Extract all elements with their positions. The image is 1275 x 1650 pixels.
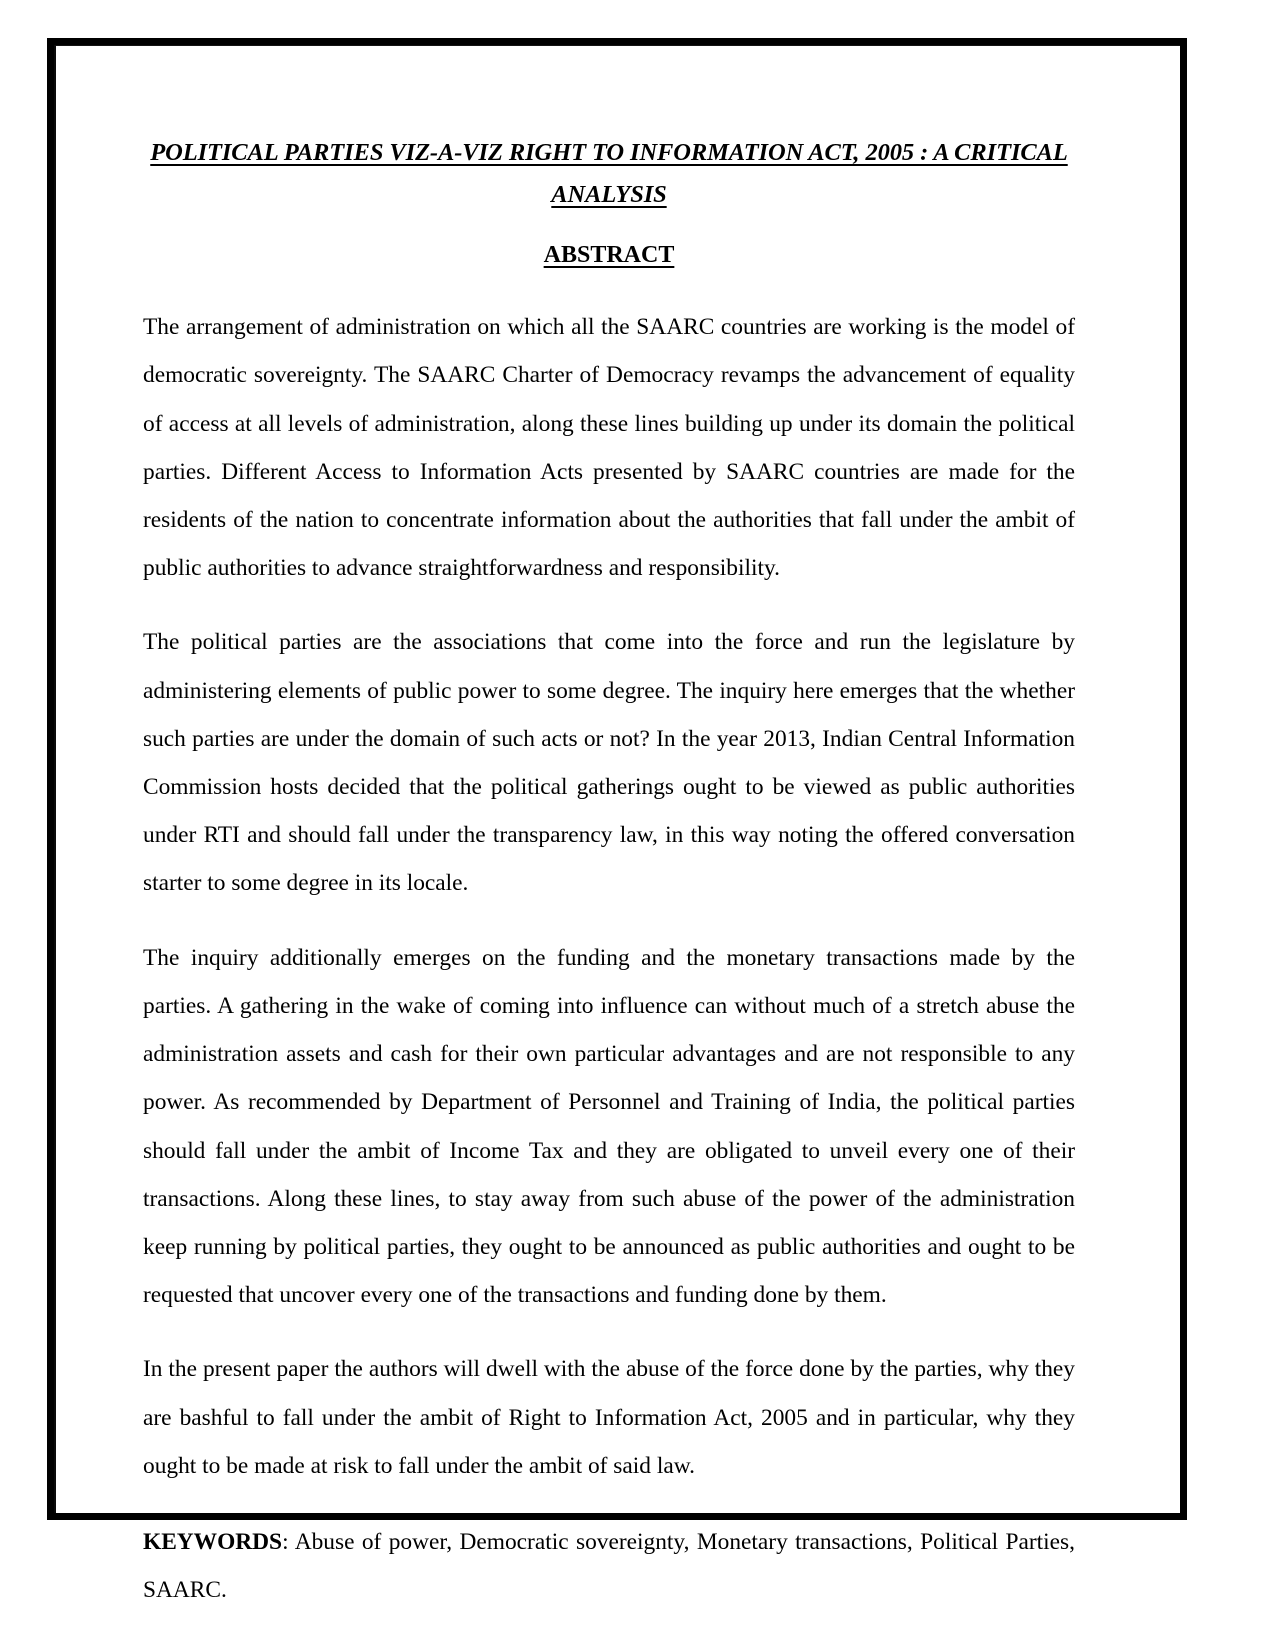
keywords-separator: :	[282, 1528, 295, 1555]
abstract-paragraph-1: The arrangement of administration on which all the SAARC countries are working is the model of democratic sovereignty. The SAARC Charter of Democracy revamps the advancement of equality of access at all levels of administration, along these lines building up under its domain the political parties. Different Access to Information Acts presented by SAARC countries are made for the residents of the nation to concentrate information about the authorities that fall under the ambit of public authorities to advance straightforwardness and responsibility.	[143, 314, 1075, 582]
abstract-paragraph-3: The inquiry additionally emerges on the funding and the monetary transactions made by the parties. A gathering in the wake of coming into influence can without much of a stretch abuse the administration assets and cash for their own particular advantages and are not responsible to any power. As recommended by Department of Personnel and Training of India, the political parties should fall under the ambit of Income Tax and they are obligated to unveil every one of their transactions. Along these lines, to stay away from such abuse of the power of the administration keep running by political parties, they ought to be announced as public authorities and ought to be requested that uncover every one of the transactions and funding done by them.	[143, 944, 1075, 1309]
abstract-paragraph-2: The political parties are the associations that come into the force and run the legislature by administering elements of public power to some degree. The inquiry here emerges that the whether such parties are under the domain of such acts or not? In the year 2013, Indian Central Information Commission hosts decided that the political gatherings ought to be viewed as public authorities under RTI and should fall under the transparency law, in this way noting the offered conversation starter to some degree in its locale.	[143, 629, 1075, 897]
abstract-heading: ABSTRACT	[543, 242, 675, 269]
keywords-text: Abuse of power, Democratic sovereignty, Monetary transactions, Political Parties, SAARC.	[143, 1528, 1075, 1604]
keywords-line	[143, 1518, 1075, 1614]
document-content	[143, 132, 1075, 1614]
page-title: POLITICAL PARTIES VIZ-A-VIZ RIGHT TO INFORMATION ACT, 2005 : A CRITICAL ANALYSIS	[150, 139, 1068, 209]
keywords-label: KEYWORDS	[143, 1528, 283, 1555]
abstract-paragraph-4: In the present paper the authors will dwell with the abuse of the force done by the parties, why they are bashful to fall under the ambit of Right to Information Act, 2005 and in particular, why they ought to be made at risk to fall under the ambit of said law.	[143, 1356, 1075, 1479]
